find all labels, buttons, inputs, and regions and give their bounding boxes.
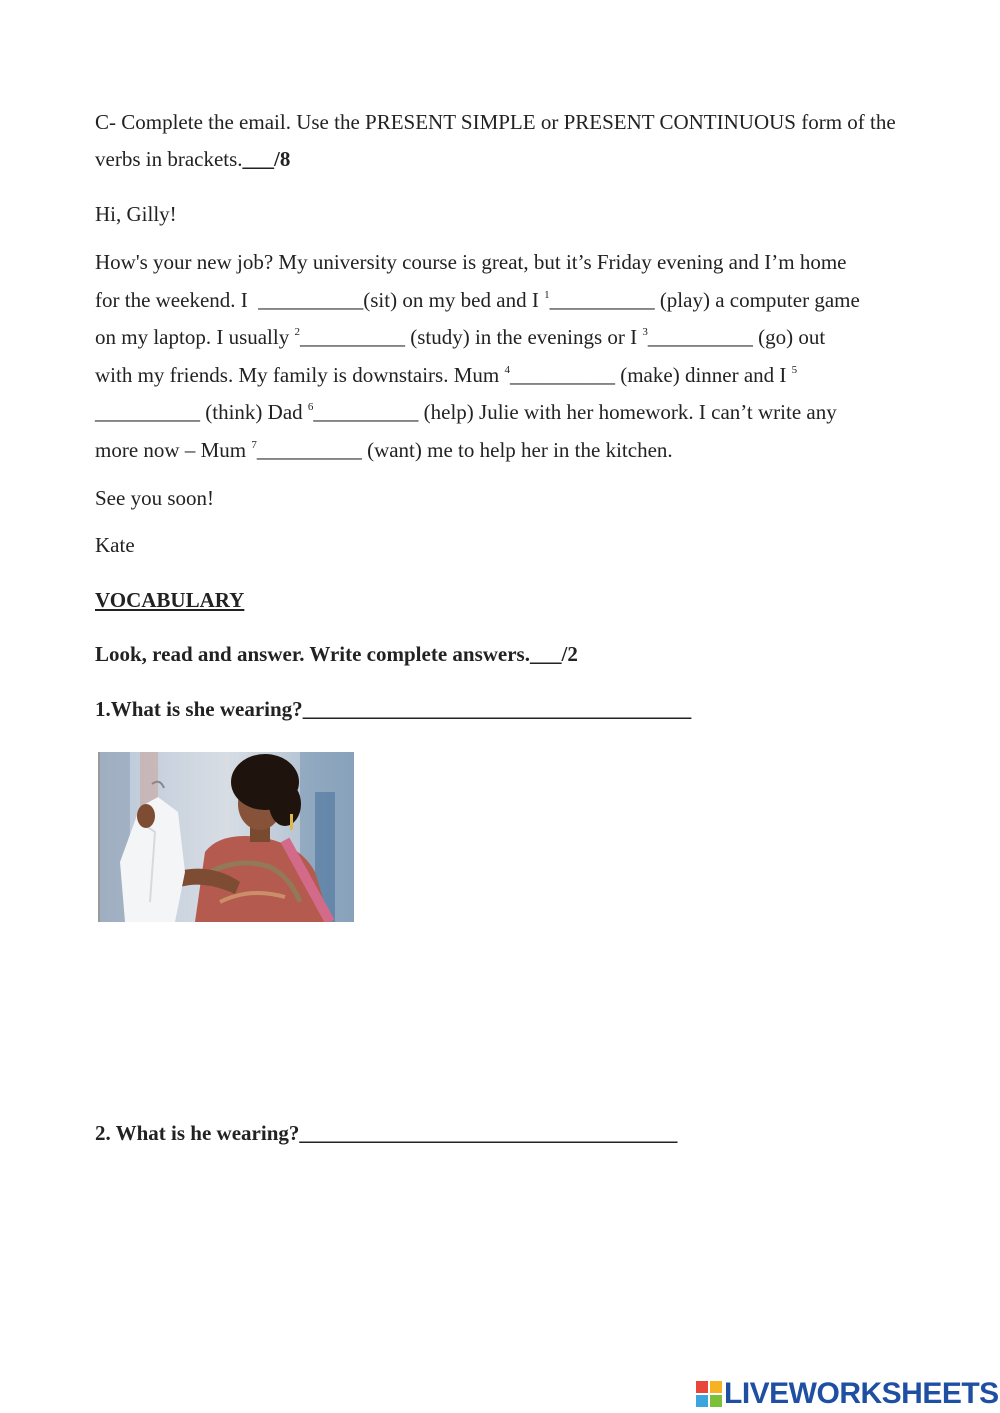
email-greeting: Hi, Gilly! <box>95 202 177 226</box>
blank-0[interactable]: __________ <box>258 288 364 312</box>
email-signature: Kate <box>95 533 135 557</box>
gap-number-4: 4 <box>504 364 510 376</box>
section-c-score: ___/8 <box>242 147 291 171</box>
section-c-instruction: C- Complete the email. Use the PRESENT SIMPLE or PRESENT CONTINUOUS form of the <box>95 110 896 134</box>
email-line-4: with my friends. My family is downstairs. Mum $^4$__________ (make) dinner and I $^5$ <box>95 363 798 387</box>
email-line-2: for the weekend. I __________(sit) on my bed and I $^1$__________ (play) a computer game <box>95 288 860 312</box>
blank-7[interactable]: __________ <box>256 438 362 462</box>
gap-number-7: 7 <box>251 439 257 451</box>
blank-6[interactable]: __________ <box>313 400 419 424</box>
question-1: 1.What is she wearing?_____________________________________ <box>95 697 692 721</box>
vocabulary-heading: VOCABULARY <box>95 588 245 612</box>
gap-number-5: 5 <box>791 364 798 376</box>
blank-4[interactable]: __________ <box>509 363 615 387</box>
blank-2[interactable]: __________ <box>299 325 405 349</box>
email-line-3: on my laptop. I usually $^2$__________ (study) in the evenings or I $^3$__________ (go) out <box>95 325 826 349</box>
section-c-instruction-cont: verbs in brackets.___/8 <box>95 147 291 171</box>
vocabulary-score: ___/2 <box>529 642 578 666</box>
email-closing: See you soon! <box>95 486 214 510</box>
gap-number-2: 2 <box>294 326 300 338</box>
question-2: 2. What is he wearing?____________________________________ <box>95 1121 678 1145</box>
photo-woman-holding-shirt <box>98 752 354 922</box>
liveworksheets-logo[interactable] <box>696 1377 999 1411</box>
liveworksheets-logo-text: LIVEWORKSHEETS <box>724 1377 999 1410</box>
answer-line-1[interactable]: _____________________________________ <box>302 697 692 721</box>
email-line-5: __________ (think) Dad $^6$__________ (help) Julie with her homework. I can’t write any <box>95 400 837 424</box>
email-line-6: more now – Mum $^7$__________ (want) me to help her in the kitchen. <box>95 438 673 462</box>
vocabulary-instruction: Look, read and answer. Write complete answers.___/2 <box>95 642 578 666</box>
email-line-1: How's your new job? My university course is great, but it’s Friday evening and I’m home <box>95 250 847 274</box>
gap-number-1: 1 <box>544 289 550 301</box>
answer-line-2[interactable]: ____________________________________ <box>299 1121 678 1145</box>
blank-5[interactable]: __________ <box>95 400 200 424</box>
blank-3[interactable]: __________ <box>647 325 753 349</box>
blank-1[interactable]: __________ <box>549 288 655 312</box>
gap-number-3: 3 <box>642 326 648 338</box>
liveworksheets-logo-icon <box>696 1381 722 1407</box>
gap-number-6: 6 <box>307 401 314 413</box>
